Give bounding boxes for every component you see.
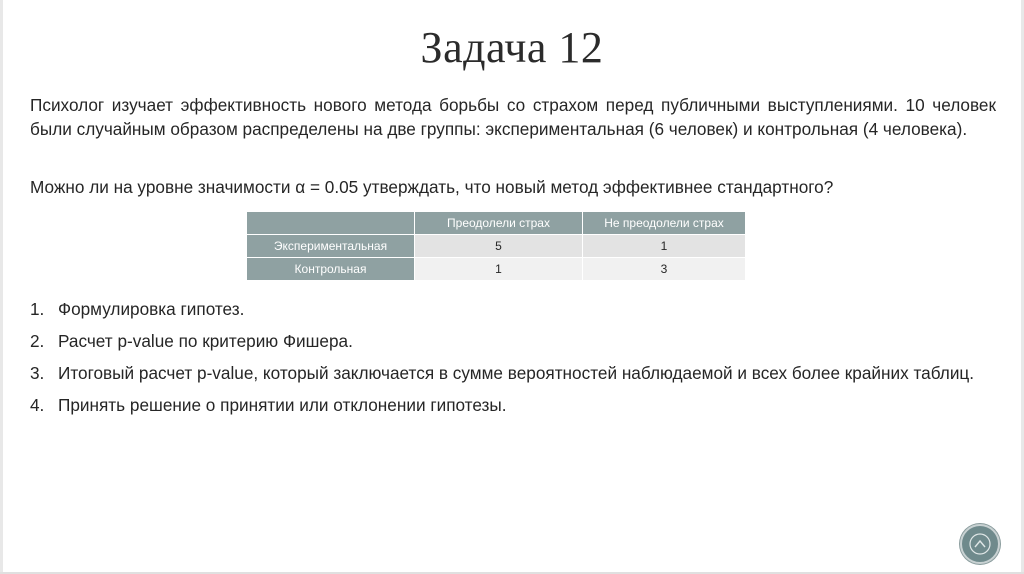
table-cell: 1 bbox=[415, 258, 583, 281]
list-item-number: 4. bbox=[30, 395, 45, 415]
contingency-table bbox=[246, 211, 746, 281]
list-item bbox=[30, 393, 996, 417]
list-item bbox=[30, 297, 996, 321]
list-item bbox=[30, 329, 996, 353]
table-cell: 1 bbox=[583, 235, 746, 258]
steps-list bbox=[30, 297, 996, 425]
slide-title: Задача 12 bbox=[420, 23, 604, 72]
problem-statement: Психолог изучает эффективность нового метода борьбы со страхом перед публичными выступлениями. 10 человек были случайным образом распределены на две группы: экспериментальная (6 человек) и контрольная (4 человека). bbox=[30, 95, 996, 139]
left-frame-border bbox=[0, 0, 3, 574]
problem-question: Можно ли на уровне значимости α = 0.05 утверждать, что новый метод эффективнее стандартного? bbox=[30, 177, 834, 197]
table-row-label: Контрольная bbox=[247, 258, 415, 281]
table-cell: 5 bbox=[415, 235, 583, 258]
slide-nav-icon bbox=[968, 532, 992, 556]
list-item-number: 2. bbox=[30, 331, 45, 351]
list-item bbox=[30, 361, 996, 385]
table-header-cell: Преодолели страх bbox=[415, 212, 583, 235]
table-row bbox=[247, 258, 746, 281]
list-item-text: Итоговый расчет p-value, который заключается в сумме вероятностей наблюдаемой и всех более крайних таблиц. bbox=[58, 363, 975, 383]
table-header-cell bbox=[247, 212, 415, 235]
list-item-text: Принять решение о принятии или отклонении гипотезы. bbox=[58, 395, 507, 415]
list-item-text: Расчет p-value по критерию Фишера. bbox=[58, 331, 353, 351]
table-row-label: Экспериментальная bbox=[247, 235, 415, 258]
table-row bbox=[247, 235, 746, 258]
slide-nav-button[interactable] bbox=[960, 524, 1000, 564]
table-cell: 3 bbox=[583, 258, 746, 281]
table-header-cell: Не преодолели страх bbox=[583, 212, 746, 235]
list-item-number: 1. bbox=[30, 299, 45, 319]
table-header-row bbox=[247, 212, 746, 235]
list-item-text: Формулировка гипотез. bbox=[58, 299, 245, 319]
list-item-number: 3. bbox=[30, 363, 45, 383]
